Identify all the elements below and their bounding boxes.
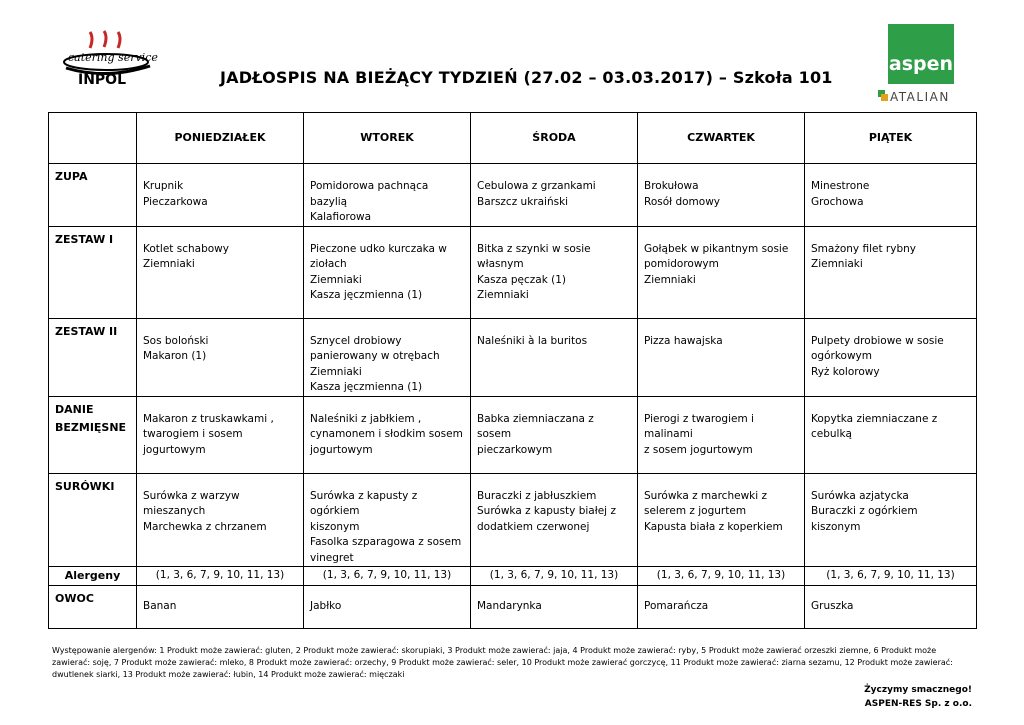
dish-line: z sosem jogurtowym [644, 443, 753, 456]
dish-line: Kapusta biała z koperkiem [644, 520, 783, 533]
dish-line: (1, 3, 6, 7, 9, 10, 11, 13) [322, 569, 452, 582]
menu-cell [471, 318, 638, 396]
dish-line: Banan [143, 600, 177, 612]
dish-line: Barszcz ukraiński [477, 195, 569, 208]
menu-cell [471, 226, 638, 318]
dish-line: Sos boloński [143, 334, 209, 347]
dish-line: Sznycel drobiowy [310, 334, 402, 347]
allergens-cell [805, 567, 977, 586]
dish-line: Fasolka szparagowa z sosem [310, 536, 462, 548]
row-label-line: OWOC [55, 592, 94, 605]
table-row [49, 318, 977, 396]
dish-line: Ryż kolorowy [811, 365, 880, 378]
dish-line: Bitka z szynki w sosie [477, 242, 591, 255]
inpol-logo [60, 30, 160, 88]
menu-cell [304, 164, 471, 227]
row-label [49, 567, 137, 586]
dish-line: cynamonem i słodkim sosem [310, 428, 463, 440]
dish-line: Surówka z warzyw [143, 489, 240, 502]
menu-table [48, 112, 977, 629]
dish-line: ziołach [310, 258, 347, 270]
dish-line: Ziemniaki [811, 258, 863, 270]
dish-line: selerem z jogurtem [644, 505, 747, 517]
menu-cell [638, 318, 805, 396]
dish-line: (1, 3, 6, 7, 9, 10, 11, 13) [489, 569, 619, 582]
row-label [49, 318, 137, 396]
row-label-line: Alergeny [64, 569, 121, 582]
menu-cell [304, 226, 471, 318]
dish-line: Surówka z kapusty białej z [477, 505, 616, 517]
table-row [49, 396, 977, 473]
dish-line: Kasza pęczak (1) [477, 273, 567, 286]
dish-line: (1, 3, 6, 7, 9, 10, 11, 13) [656, 569, 786, 582]
row-label [49, 473, 137, 567]
day-header: ŚRODA [471, 113, 638, 164]
menu-cell [137, 164, 304, 227]
row-label-line: SURÓWKI [55, 479, 115, 493]
dish-line: Makaron (1) [143, 350, 207, 362]
table-row [49, 586, 977, 629]
dish-line: Makaron z truskawkami , [143, 412, 274, 425]
allergens-note: Występowanie alergenów: 1 Produkt może zawierać: gluten, 2 Produkt może zawierać: skorupiaki, 3 Produkt może zawierać: jaja, 4 Produkt może zawierać: ryby, 5 Produkt może zawierać orzeszki ziemne, 6 Produkt może zawierać: soję, 7 Produkt może zawierać: mleko, 8 Produkt może zawierać: orzechy, 9 Produkt może zawierać: seler, 10 Produkt może zawierać gorczycę, 11 Produkt może zawierać: ziarna sezamu, 12 Produkt może zawierać: dwutlenek siarki, 13 Produkt może zawierać: łubin, 14 Produkt może zawierać: mięczaki [52, 646, 953, 679]
dish-line: Kasza jęczmienna (1) [310, 289, 423, 301]
dish-line: Jabłko [310, 600, 342, 612]
dish-line: dodatkiem czerwonej [477, 520, 590, 533]
dish-line: vinegret [310, 551, 354, 564]
dish-line: Naleśniki à la buritos [477, 334, 588, 347]
dish-line: Buraczki z jabłuszkiem [477, 489, 597, 502]
dish-line: Ziemniaki [644, 273, 696, 286]
svg-text:ATALIAN: ATALIAN [890, 90, 950, 104]
dish-line: twarogiem i sosem [143, 428, 243, 440]
menu-cell [805, 473, 977, 567]
dish-line: Pieczarkowa [143, 195, 208, 208]
dish-line: Minestrone [811, 180, 870, 192]
menu-cell [137, 226, 304, 318]
allergens-cell [304, 567, 471, 586]
table-row [49, 164, 977, 227]
dish-line: mieszanych [143, 505, 206, 517]
dish-line: Pieczone udko kurczaka w [310, 242, 447, 255]
dish-line: Ziemniaki [310, 365, 362, 378]
company-name: ASPEN-RES Sp. z o.o. [864, 699, 972, 709]
allergens-cell [137, 567, 304, 586]
dish-line: Cebulowa z grzankami [477, 180, 596, 192]
table-row [49, 473, 977, 567]
menu-cell [805, 396, 977, 473]
row-label-line: DANIE [55, 402, 94, 416]
menu-cell [805, 318, 977, 396]
dish-line: Gołąbek w pikantnym sosie [644, 242, 789, 255]
table-row [49, 567, 977, 586]
menu-cell [638, 396, 805, 473]
menu-cell [137, 396, 304, 473]
menu-cell [471, 164, 638, 227]
dish-line: cebulką [811, 428, 852, 440]
dish-line: jogurtowym [310, 443, 373, 456]
dish-line: Surówka z marchewki z [644, 489, 768, 502]
dish-line: Mandarynka [477, 600, 542, 612]
row-label [49, 396, 137, 473]
dish-line: Pomarańcza [644, 600, 709, 612]
dish-line: Pizza hawajska [644, 334, 723, 347]
day-header: WTOREK [304, 113, 471, 164]
inpol-logo-graphic [60, 30, 160, 88]
menu-cell [805, 586, 977, 629]
dish-line: Ziemniaki [143, 258, 195, 270]
table-header-row [49, 113, 977, 164]
row-label-line: ZESTAW I [55, 232, 114, 246]
dish-line: jogurtowym [143, 443, 206, 456]
dish-line: Kasza jęczmienna (1) [310, 381, 423, 393]
row-label-line: ZUPA [55, 170, 88, 183]
allergens-cell [471, 567, 638, 586]
row-label [49, 226, 137, 318]
dish-line: (1, 3, 6, 7, 9, 10, 11, 13) [826, 569, 955, 582]
table-row [49, 226, 977, 318]
dish-line: Smażony filet rybny [811, 242, 916, 255]
dish-line: Ziemniaki [310, 273, 362, 286]
dish-line: Kotlet schabowy [143, 242, 229, 255]
svg-text:INPOL: INPOL [78, 72, 127, 88]
menu-cell [638, 586, 805, 629]
menu-cell [304, 396, 471, 473]
dish-line: Kalafiorowa [310, 211, 372, 223]
menu-cell [638, 164, 805, 227]
dish-line: Rosół domowy [644, 195, 721, 208]
row-label [49, 586, 137, 629]
corner-cell [49, 113, 137, 164]
dish-line: Kopytka ziemniaczane z [811, 412, 938, 425]
dish-line: Marchewka z chrzanem [143, 520, 267, 533]
svg-text:catering service: catering service [68, 51, 158, 64]
day-header: PONIEDZIAŁEK [137, 113, 304, 164]
dish-line: Gruszka [811, 600, 854, 612]
menu-cell [304, 586, 471, 629]
menu-cell [137, 318, 304, 396]
svg-text:aspen: aspen [888, 53, 954, 75]
dish-line: Pierogi z twarogiem i malinami [644, 412, 754, 440]
dish-line: Pulpety drobiowe w sosie [811, 334, 944, 347]
closing-greeting: Życzymy smacznego! [864, 685, 972, 695]
menu-cell [137, 473, 304, 567]
dish-line: kiszonym [310, 520, 360, 533]
day-header: PIĄTEK [805, 113, 977, 164]
dish-line: pieczarkowym [477, 443, 553, 456]
dish-line: Brokułowa [644, 180, 699, 192]
menu-cell [471, 586, 638, 629]
menu-cell [805, 164, 977, 227]
dish-line: Surówka z kapusty z ogórkiem [310, 489, 418, 517]
menu-cell [805, 226, 977, 318]
dish-line: Surówka azjatycka [811, 489, 909, 502]
row-label [49, 164, 137, 227]
menu-cell [304, 473, 471, 567]
menu-cell [137, 586, 304, 629]
dish-line: Babka ziemniaczana z sosem [477, 412, 594, 440]
menu-cell [471, 396, 638, 473]
menu-cell [471, 473, 638, 567]
row-label-line: BEZMIĘSNE [55, 420, 127, 434]
dish-line: Grochowa [811, 195, 864, 208]
allergens-cell [638, 567, 805, 586]
dish-line: panierowany w otrębach [310, 350, 440, 362]
closing-block [864, 683, 972, 711]
day-header: CZWARTEK [638, 113, 805, 164]
dish-line: (1, 3, 6, 7, 9, 10, 11, 13) [155, 569, 285, 582]
dish-line: własnym [477, 258, 524, 270]
aspen-logo-graphic [878, 24, 968, 104]
dish-line: pomidorowym [644, 258, 719, 270]
dish-line: ogórkowym [811, 350, 872, 362]
dish-line: Naleśniki z jabłkiem , [310, 412, 422, 425]
aspen-atalian-logo [878, 24, 968, 104]
dish-line: Ziemniaki [477, 289, 529, 301]
dish-line: Krupnik [143, 180, 184, 192]
dish-line: Pomidorowa pachnąca bazylią [310, 180, 429, 208]
page-title: JADŁOSPIS NA BIEŻĄCY TYDZIEŃ (27.02 – 03.03.2017) – Szkoła 101 [220, 68, 833, 87]
menu-cell [638, 226, 805, 318]
menu-cell [304, 318, 471, 396]
dish-line: Buraczki z ogórkiem kiszonym [811, 505, 918, 533]
menu-cell [638, 473, 805, 567]
row-label-line: ZESTAW II [55, 324, 118, 338]
